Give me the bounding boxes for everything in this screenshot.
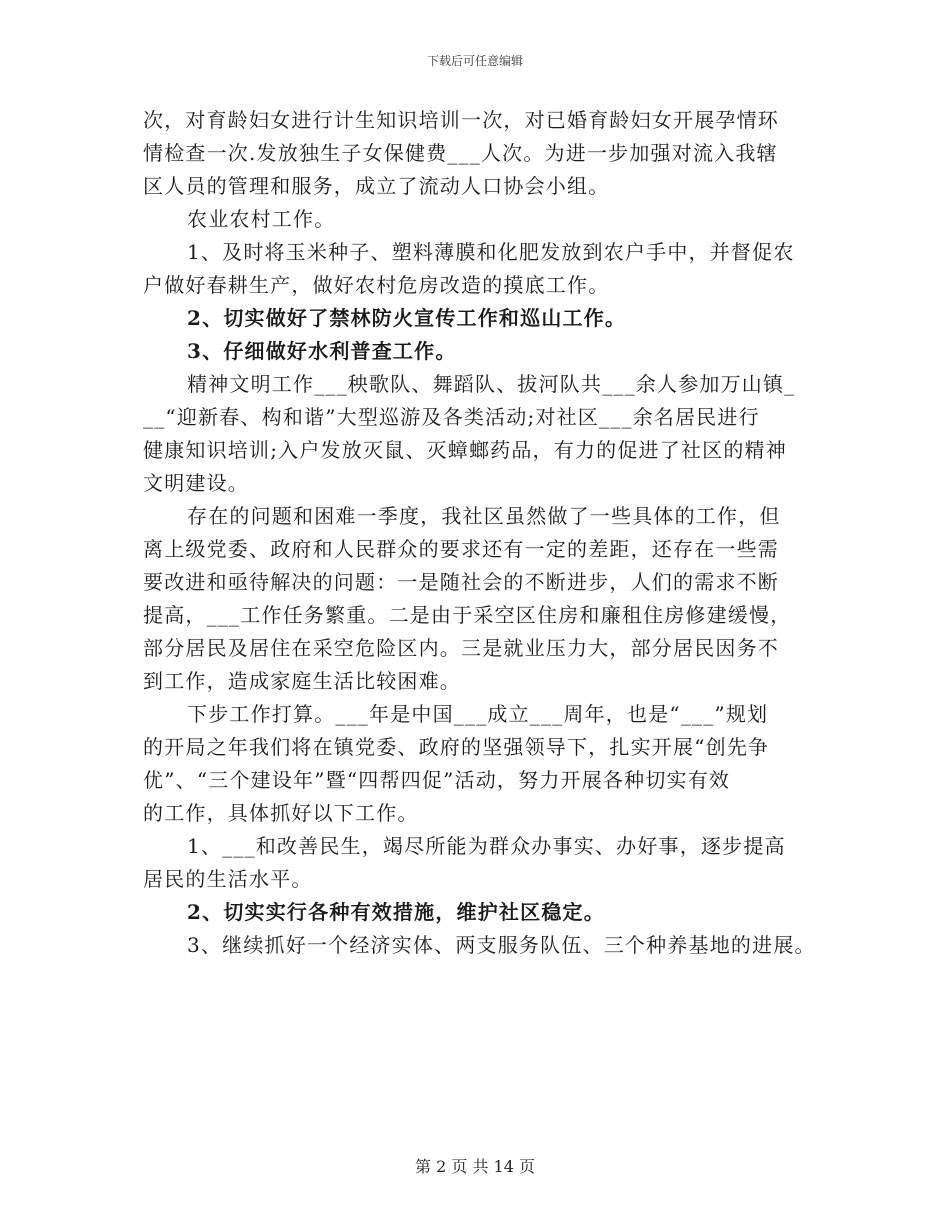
body-line-26: 3、继续抓好一个经济实体、两支服务队伍、三个种养基地的进展。 bbox=[187, 933, 816, 957]
body-line-18: 到工作，造成家庭生活比较困难。 bbox=[143, 669, 461, 693]
body-line-21: 优”、“三个建设年”暨“四帮四促”活动，努力开展各种切实有效 bbox=[143, 768, 731, 792]
body-line-22: 的工作，具体抓好以下工作。 bbox=[143, 801, 419, 825]
body-line-5: 1、及时将玉米种子、塑料薄膜和化肥发放到农户手中，并督促农 bbox=[187, 240, 795, 264]
body-line-13: 存在的问题和困难一季度，我社区虽然做了一些具体的工作，但 bbox=[187, 504, 781, 528]
body-line-3: 区人员的管理和服务，成立了流动人口协会小组。 bbox=[143, 174, 610, 198]
document-body bbox=[143, 104, 823, 962]
body-line-9: 精神文明工作___秧歌队、舞蹈队、拔河队共___余人参加万山镇_ bbox=[187, 372, 796, 396]
body-line-16: 提高，___工作任务繁重。二是由于采空区住房和廉租住房修建缓慢， bbox=[143, 603, 792, 627]
body-line-23: 1、___和改善民生，竭尽所能为群众办事实、办好事，逐步提高 bbox=[187, 834, 786, 858]
bold-item-water-survey: 3、仔细做好水利普查工作。 bbox=[187, 339, 457, 363]
body-line-1: 次，对育龄妇女进行计生知识培训一次，对已婚育龄妇女开展孕情环 bbox=[143, 108, 779, 132]
body-line-19: 下步工作打算。___年是中国___成立___周年，也是“___”规划 bbox=[187, 702, 769, 726]
body-line-14: 离上级党委、政府和人民群众的要求还有一定的差距，还存在一些需 bbox=[143, 537, 779, 561]
body-line-2: 情检查一次.发放独生子女保健费___人次。为进一步加强对流入我辖 bbox=[143, 141, 778, 165]
bold-item-community-stability: 2、切实实行各种有效措施，维护社区稳定。 bbox=[187, 900, 605, 924]
body-line-17: 部分居民及居住在采空危险区内。三是就业压力大，部分居民因务不 bbox=[143, 636, 779, 660]
body-line-20: 的开局之年我们将在镇党委、政府的坚强领导下，扎实开展“创先争 bbox=[143, 735, 770, 759]
body-line-6: 户做好春耕生产，做好农村危房改造的摸底工作。 bbox=[143, 273, 610, 297]
body-line-15: 要改进和亟待解决的问题：一是随社会的不断进步，人们的需求不断 bbox=[143, 570, 779, 594]
bold-item-fire-prevention: 2、切实做好了禁林防火宣传工作和巡山工作。 bbox=[187, 306, 627, 330]
page-header: 下载后可任意编辑 bbox=[426, 54, 523, 68]
body-line-24: 居民的生活水平。 bbox=[143, 867, 313, 891]
body-line-12: 文明建设。 bbox=[143, 471, 249, 495]
section-heading-agriculture: 农业农村工作。 bbox=[187, 207, 336, 231]
body-line-11: 健康知识培训;入户发放灭鼠、灭蟑螂药品，有力的促进了社区的精神 bbox=[143, 438, 787, 462]
body-line-10: __“迎新春、构和谐”大型巡游及各类活动;对社区___余名居民进行 bbox=[143, 405, 760, 429]
page-footer: 第 2 页 共 14 页 bbox=[415, 1157, 535, 1176]
